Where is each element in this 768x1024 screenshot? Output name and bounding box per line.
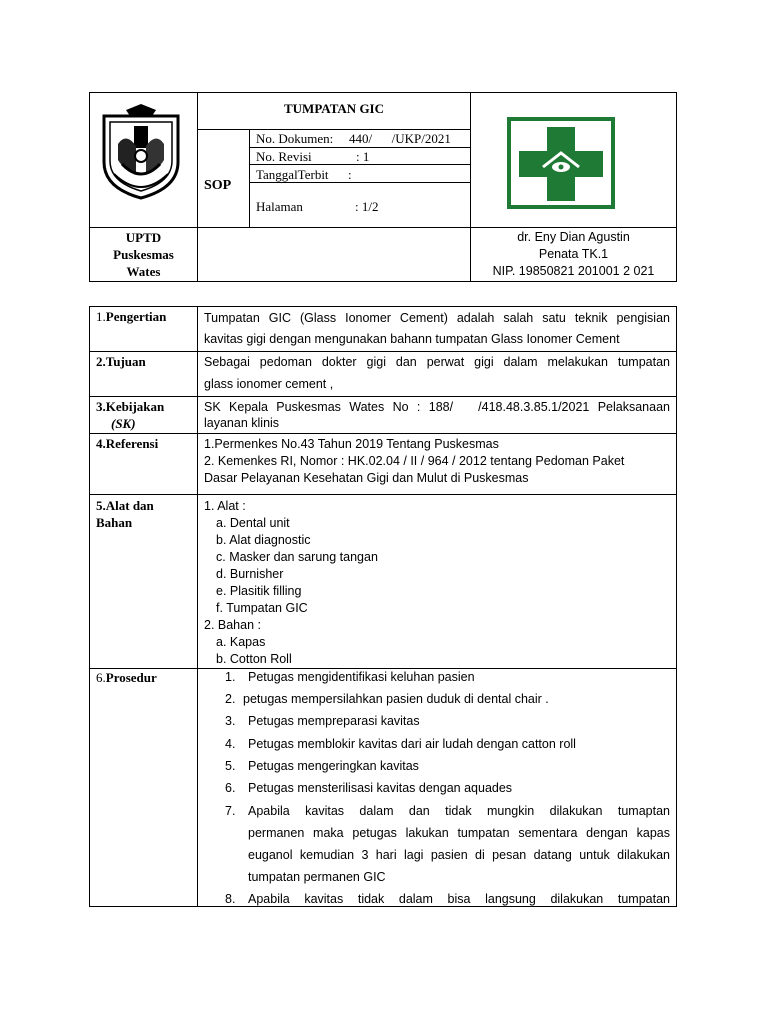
org-line2: Puskesmas xyxy=(113,247,174,262)
step-text: tumpatan permanen GIC xyxy=(248,870,386,884)
pengertian-label: 1.Pengertian xyxy=(96,309,167,324)
step-number: 4. xyxy=(225,737,236,751)
referensi-label: 4.Referensi xyxy=(96,436,159,451)
signer-rank: Penata TK.1 xyxy=(538,247,609,261)
revision-label: No. Revisi xyxy=(256,149,312,164)
list-item: 1. Alat : xyxy=(204,499,246,513)
step-number: 1. xyxy=(225,670,236,684)
step-text: Apabila kavitas tidak dalam bisa langsung dilakukan tumpatan xyxy=(248,892,670,906)
kebijakan-line1: SK Kepala Puskesmas Wates No : 188/ /418.48.3.85.1/2021 Pelaksanaan xyxy=(204,400,670,414)
list-item: c. Masker dan sarung tangan xyxy=(216,550,378,564)
kebijakan-line2: layanan klinis xyxy=(204,416,280,430)
org-line1: UPTD xyxy=(125,230,162,245)
bahan-label: Bahan xyxy=(96,515,133,530)
issue-date-label: TanggalTerbit xyxy=(256,167,329,182)
referensi-line1: 1.Permenkes No.43 Tahun 2019 Tentang Puskesmas xyxy=(204,437,499,451)
document-title: TUMPATAN GIC xyxy=(283,101,385,116)
step-number: 2. xyxy=(225,692,236,706)
org-line3: Wates xyxy=(126,264,161,279)
regional-seal-icon xyxy=(96,104,186,200)
pengertian-line1: Tumpatan GIC (Glass Ionomer Cement) adalah salah satu teknik pengisian xyxy=(204,311,670,325)
list-item: 2. Bahan : xyxy=(204,618,261,632)
tujuan-label: 2.Tujuan xyxy=(96,354,146,369)
step-number: 6. xyxy=(225,781,236,795)
step-text: Petugas mengeringkan kavitas xyxy=(248,759,419,773)
step-text: Petugas mengidentifikasi keluhan pasien xyxy=(248,670,475,684)
step-number: 8. xyxy=(225,892,236,906)
step-text: permanen maka petugas lakukan tumpatan sementara dengan kapas xyxy=(248,826,670,840)
signer-nip: NIP. 19850821 201001 2 021 xyxy=(492,264,655,278)
pengertian-label-text: Pengertian xyxy=(105,309,167,324)
list-item: d. Burnisher xyxy=(216,567,284,581)
step-text: Petugas mempreparasi kavitas xyxy=(248,714,420,728)
kebijakan-sk-label: (SK) xyxy=(111,416,136,431)
step-text: Petugas memblokir kavitas dari air ludah dengan catton roll xyxy=(248,737,576,751)
alat-label: 5.Alat dan xyxy=(96,498,154,513)
step-number: 3. xyxy=(225,714,236,728)
step-number: 5. xyxy=(225,759,236,773)
revision-value: : 1 xyxy=(356,149,370,164)
referensi-line2: 2. Kemenkes RI, Nomor : HK.02.04 / II / 964 / 2012 tentang Pedoman Paket xyxy=(204,454,625,468)
page-label: Halaman xyxy=(256,199,303,214)
list-item: b. Cotton Roll xyxy=(216,652,292,666)
sop-label: SOP xyxy=(204,178,232,193)
list-item: a. Dental unit xyxy=(216,516,290,530)
tujuan-line1: Sebagai pedoman dokter gigi dan perwat gigi dalam melakukan tumpatan xyxy=(204,355,670,369)
list-item: f. Tumpatan GIC xyxy=(216,601,308,615)
list-item: a. Kapas xyxy=(216,635,266,649)
step-text: Apabila kavitas dalam dan tidak mungkin dilakukan tumaptan xyxy=(248,804,670,818)
list-item: e. Plasitik filling xyxy=(216,584,302,598)
step-number: 7. xyxy=(225,804,236,818)
prosedur-label-text: Prosedur xyxy=(105,670,157,685)
page-value: : 1/2 xyxy=(355,199,379,214)
doc-no-value: 440/ /UKP/2021 xyxy=(349,131,451,146)
doc-no-label: No. Dokumen: xyxy=(256,131,334,146)
puskesmas-cross-icon xyxy=(507,117,615,209)
pengertian-line2: kavitas gigi dengan mengunakan bahann tumpatan Glass Ionomer Cement xyxy=(204,332,620,346)
signer-name: dr. Eny Dian Agustin xyxy=(517,230,630,244)
step-text: petugas mempersilahkan pasien duduk di dental chair . xyxy=(243,692,549,706)
issue-date-value: : xyxy=(348,167,352,182)
tujuan-line2: glass ionomer cement , xyxy=(204,377,334,391)
step-text: Petugas mensterilisasi kavitas dengan aquades xyxy=(248,781,513,795)
list-item: b. Alat diagnostic xyxy=(216,533,311,547)
prosedur-label: 6.Prosedur xyxy=(96,670,157,685)
kebijakan-label: 3.Kebijakan xyxy=(96,399,165,414)
referensi-line3: Dasar Pelayanan Kesehatan Gigi dan Mulut di Puskesmas xyxy=(204,471,529,485)
step-text: euganol kemudian 3 hari lagi pasien di pesan datang untuk dilakukan xyxy=(248,848,670,862)
